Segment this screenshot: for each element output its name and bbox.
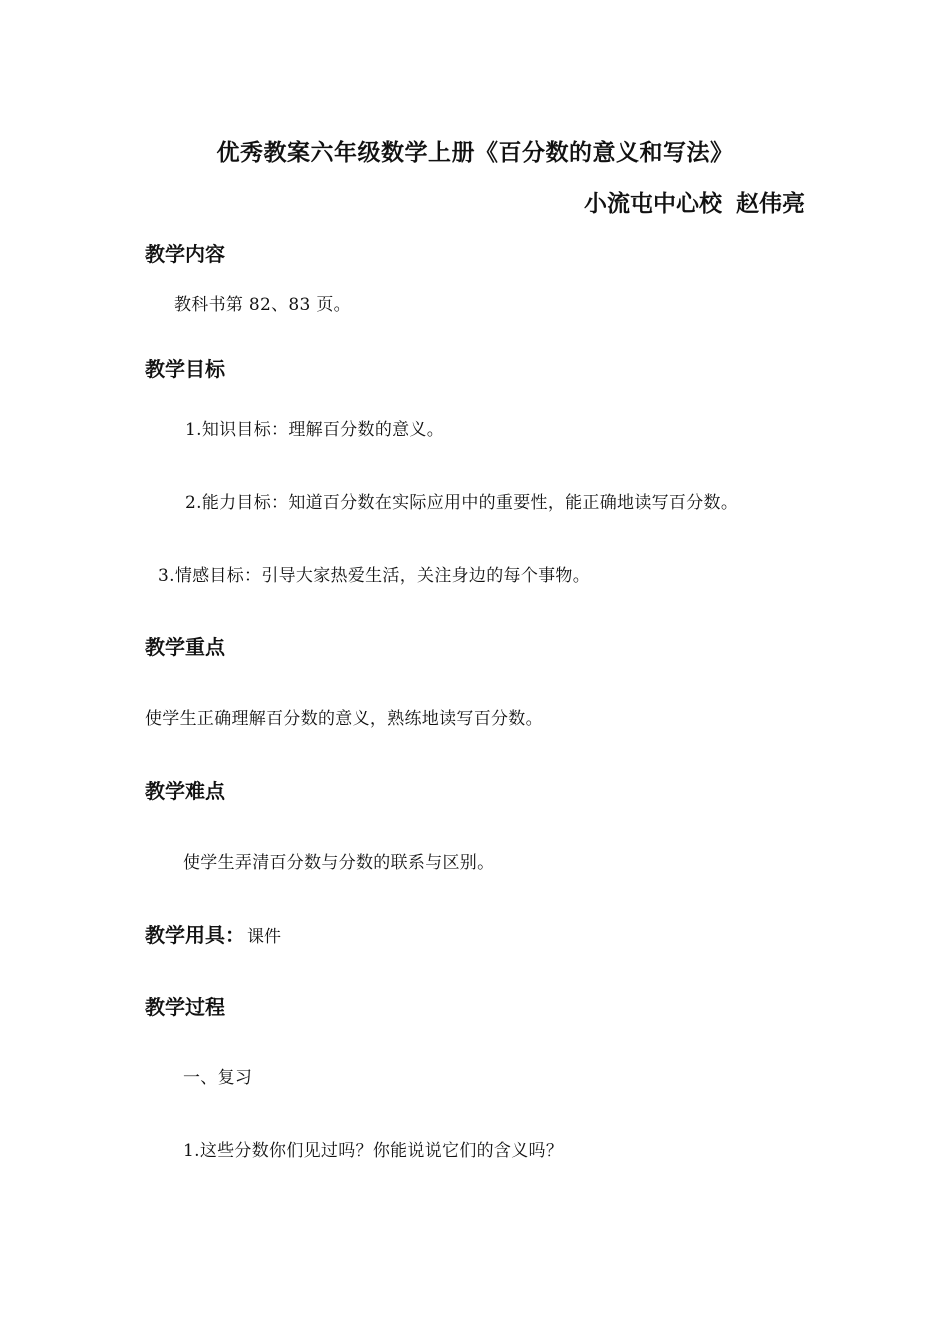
goal-item-emotion: 3.情感目标：引导大家热爱生活，关注身边的每个事物。: [158, 566, 591, 586]
heading-teaching-goals: 教学目标: [145, 357, 225, 381]
heading-key-points: 教学重点: [145, 635, 225, 659]
teaching-tools-value: 课件: [247, 927, 281, 947]
heading-teaching-process: 教学过程: [145, 995, 225, 1019]
goal-item-knowledge: 1.知识目标：理解百分数的意义。: [185, 420, 445, 440]
key-points-text: 使学生正确理解百分数的意义，熟练地读写百分数。: [145, 709, 543, 729]
author-line: [584, 185, 805, 218]
teaching-content-text: 教科书第 82、83 页。: [174, 295, 351, 315]
author-school: 小流屯中心校: [584, 191, 722, 217]
process-question-1: 1.这些分数你们见过吗？你能说说它们的含义吗？: [183, 1141, 564, 1161]
difficulties-text: 使学生弄清百分数与分数的联系与区别。: [183, 853, 495, 873]
process-step-review: 一、复习: [183, 1068, 253, 1088]
document-title: 优秀教案六年级数学上册《百分数的意义和写法》: [216, 140, 734, 166]
heading-teaching-content: 教学内容: [145, 242, 225, 266]
heading-teaching-tools: 教学用具：: [145, 923, 245, 947]
author-name: 赵伟亮: [736, 191, 805, 217]
heading-difficulties: 教学难点: [145, 779, 225, 803]
goal-item-ability: 2.能力目标：知道百分数在实际应用中的重要性，能正确地读写百分数。: [185, 493, 739, 513]
teaching-tools-line: [145, 919, 281, 948]
